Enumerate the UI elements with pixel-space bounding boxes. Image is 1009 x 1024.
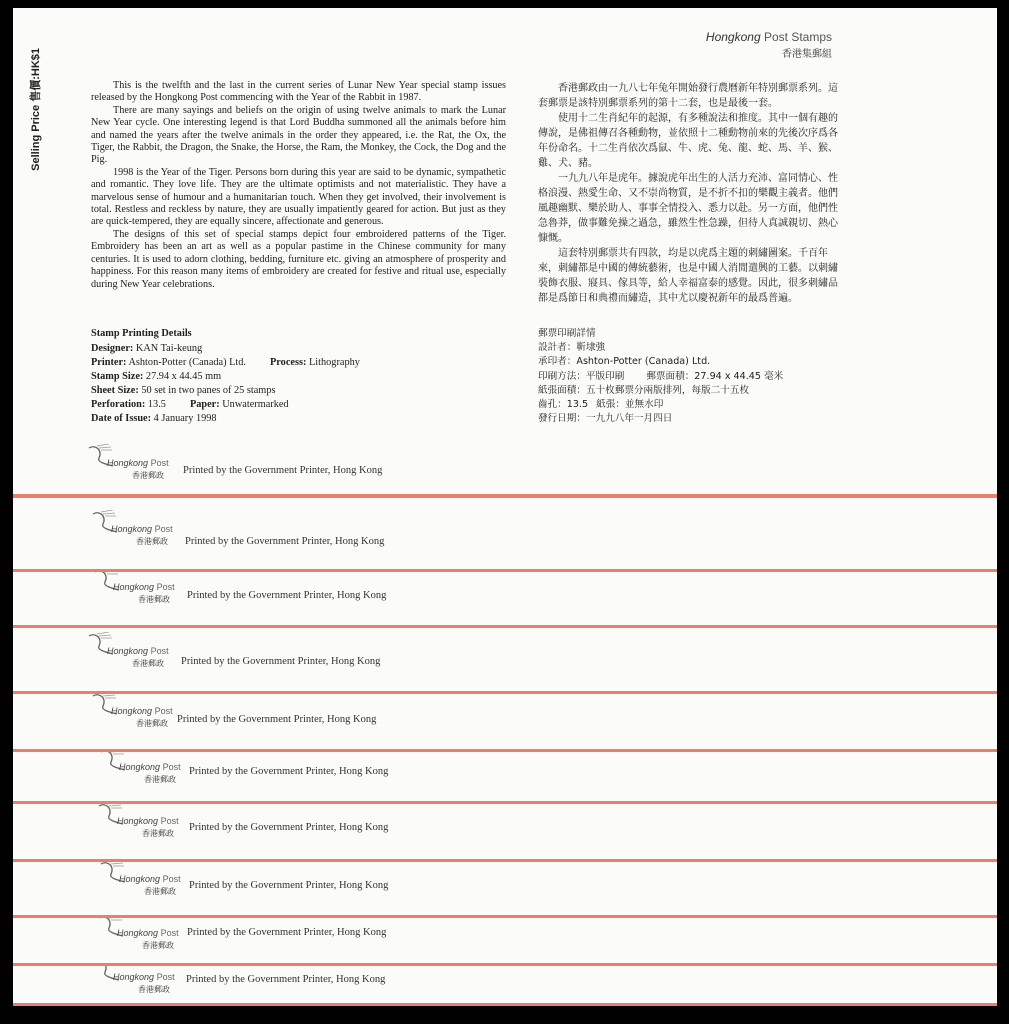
printer-credit: Printed by the Government Printer, Hong Kong (181, 656, 381, 667)
front-folder-sheet (13, 8, 997, 498)
hongkong-post-stamps-brand: Hongkong Post Stamps 香港集郵組 (705, 30, 832, 60)
printer-credit: Printed by the Government Printer, Hong Kong (189, 880, 389, 891)
printing-details-chinese: 郵票印刷詳情 設計者：靳埭強 承印者：Ashton-Potter (Canada) Ltd. 印刷方法：平版印刷 郵票面積：27.94 x 44.45 毫米 紙張面積：五十枚郵票分兩版排列，每版二十五枚 齒孔：13.5 紙張：並無水印 發行日期：一九九八年一月四日 (538, 327, 858, 426)
hongkong-post-logo: Hongkong Post 香港郵政 (91, 692, 181, 732)
paragraph: 香港郵政由一九八七年兔年開始發行農曆新年特別郵票系列。這套郵票是該特別郵票系列的第十二套，也是最後一套。 (538, 83, 838, 109)
printing-details-english: Stamp Printing Details Designer: KAN Tai-keung Printer: Ashton-Potter (Canada) Ltd. Process: Lithography Stamp Size: 27.94 x 44.45 mm Sheet Size: 50 set in two panes of 25 stamps Perforation: 13.5 Paper: Unwatermarked Date of Issue: 4 January 1998 (91, 327, 511, 426)
paragraph: This is the twelfth and the last in the current series of Lunar New Year special stamp issues released by the Hongkong Post commencing with the Year of the Rabbit in 1987. (91, 80, 506, 104)
paragraph: 一九九八年是虎年。據說虎年出生的人活力充沛、富同情心、性格浪漫、熱愛生命、又不崇尚物質，是不折不扣的樂觀主義者。他們風趣幽默、樂於助人、事事全情投入、悉力以赴。另一方面，他們性急魯莽，做事難免操之過急，雖然生性急躁，但待人真誠親切、熱心慷慨。 (538, 173, 838, 244)
folder-sheet (13, 912, 997, 966)
paragraph: The designs of this set of special stamps depict four embroidered patterns of the Tiger. Embroidery has been an art as well as a popular pastime in the Chinese community for many centuries. It is used to adorn clothing, bedding, furniture etc. giving an atmosphere of prosperity and happiness. For this reason many items of embroidery are created for festive and ritual use, especially during New Year celebrations. (91, 228, 506, 290)
chinese-text (538, 81, 838, 306)
printer-credit: Printed by the Government Printer, Hong Kong (185, 536, 385, 547)
printer-credit: Printed by the Government Printer, Hong Kong (187, 590, 387, 601)
folder-sheet (13, 960, 997, 1006)
paragraph: 1998 is the Year of the Tiger. Persons born during this year are said to be dynamic, sympathetic and romantic. They love life. They are the ultimate optimists and not materialistic. They have a marvelous sense of humour and a humanitarian touch. When they get involved, their involvement is total. Restless and reckless by nature, they are usually impatiently geared for action. But just as they are quick-tempered, they are equally sincere, affectionate and generous. (91, 166, 506, 228)
hongkong-post-logo: Hongkong Post 香港郵政 (97, 914, 187, 954)
paragraph: There are many sayings and beliefs on the origin of using twelve animals to mark the Lunar New Year cycle. One interesting legend is that Lord Buddha summoned all the animals before him and named the years after the twelve animals in the order they appeared, i.e. the Rat, the Ox, the Tiger, the Rabbit, the Dragon, the Snake, the Horse, the Ram, the Monkey, the Cock, the Dog and the Pig. (91, 104, 506, 166)
hongkong-post-logo: Hongkong Post 香港郵政 (93, 568, 183, 608)
hongkong-post-logo: Hongkong Post 香港郵政 (91, 510, 181, 550)
folder-sheet (13, 856, 997, 918)
hongkong-post-logo: Hongkong Post 香港郵政 (97, 802, 187, 842)
english-text (91, 80, 506, 291)
folder-sheet (13, 622, 997, 694)
hongkong-post-logo: Hongkong Post 香港郵政 (93, 958, 183, 998)
hongkong-post-logo: Hongkong Post 香港郵政 (99, 748, 189, 788)
printer-credit: Printed by the Government Printer, Hong Kong (189, 766, 389, 777)
folder-sheet (13, 746, 997, 804)
details-title: Stamp Printing Details (91, 328, 192, 339)
folder-sheet (13, 566, 997, 628)
folder-sheet (13, 498, 997, 572)
printer-credit: Printed by the Government Printer, Hong Kong (187, 927, 387, 938)
details-title: 郵票印刷詳情 (538, 328, 596, 339)
printer-credit: Printed by the Government Printer, Hong Kong (189, 822, 389, 833)
folder-sheet (13, 688, 997, 752)
folder-sheet (13, 798, 997, 862)
hongkong-post-logo: Hongkong Post 香港郵政 (87, 444, 177, 484)
printer-credit: Printed by the Government Printer, Hong Kong (186, 974, 386, 985)
printer-credit: Printed by the Government Printer, Hong Kong (177, 714, 377, 725)
hongkong-post-logo: Hongkong Post 香港郵政 (99, 860, 189, 900)
selling-price-label: Selling Price 售價:HK$1 (30, 48, 42, 171)
paragraph: 這套特別郵票共有四款，均是以虎爲主題的刺繡圖案。千百年來，刺繡都是中國的傳統藝術，也是中國人消閒遣興的工藝。以刺繡裝飾衣服、寢具、傢具等，給人幸福富泰的感覺。因此，很多刺繡品都是爲節日和典禮而繡造，其中尤以慶祝新年的最爲普遍。 (538, 248, 838, 304)
printer-credit: Printed by the Government Printer, Hong Kong (183, 465, 383, 476)
paragraph: 使用十二生肖紀年的起源，有多種說法和推度。其中一個有趣的傳說，是佛祖傳召各種動物，並依照十二種動物前來的先後次序爲各年份命名。十二生肖依次爲鼠、牛、虎、兔、龍、蛇、馬、羊、猴、雞、犬、豬。 (538, 113, 838, 169)
hongkong-post-logo: Hongkong Post 香港郵政 (87, 632, 177, 672)
